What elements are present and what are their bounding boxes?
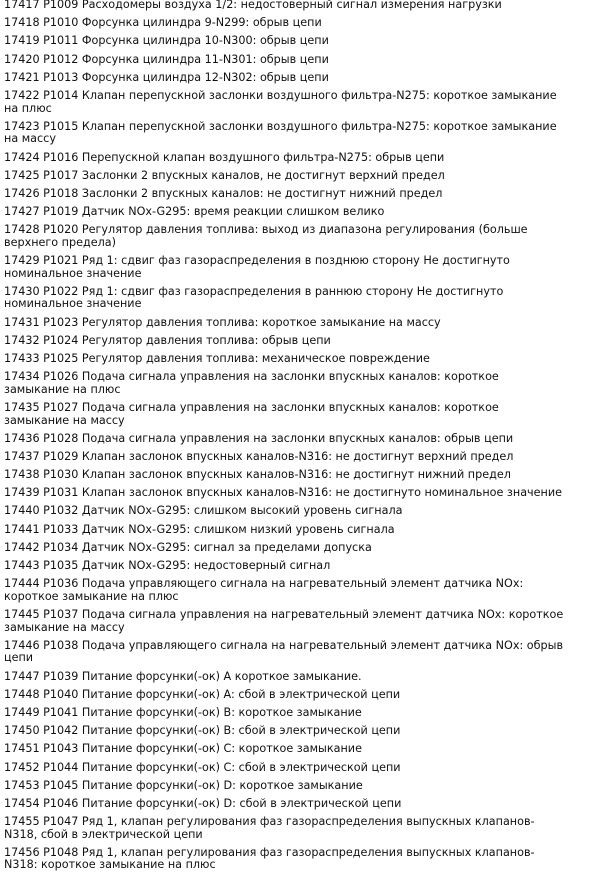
fault-code-entry: 17429 P1021 Ряд 1: сдвиг фаз газораспределения в позднюю сторону Не достигнуто номинальное значение [4,254,510,280]
fault-code-entry: 17426 P1018 Заслонки 2 впускных каналов: не достигнут нижний предел [4,186,443,200]
fault-code-list [4,0,564,878]
fault-code-entry: 17432 P1024 Регулятор давления топлива: обрыв цепи [4,333,331,347]
fault-code-entry: 17435 P1027 Подача сигнала управления на заслонки впускных каналов: короткое замыкание на массу [4,400,499,427]
fault-code-entry: 17454 P1046 Питание форсунки(-ок) D: сбой в электрической цепи [4,796,402,810]
fault-code-entry: 17421 P1013 Форсунка цилиндра 12-N302: обрыв цепи [4,70,329,84]
fault-code-entry: 17453 P1045 Питание форсунки(-ок) D: короткое замыкание [4,778,363,792]
fault-code-entry: 17419 P1011 Форсунка цилиндра 10-N300: обрыв цепи [4,34,329,48]
fault-code-entry: 17423 P1015 Клапан перепускной заслонки воздушного фильтра-N275: короткое замыкание на массу [4,119,557,146]
fault-code-entry: 17431 P1023 Регулятор давления топлива: короткое замыкание на массу [4,315,441,329]
fault-code-entry: 17456 P1048 Ряд 1, клапан регулирования фаз газораспределения выпускных клапанов-N318: короткое замыкание на плюс [4,845,535,872]
fault-code-entry: 17430 P1022 Ряд 1: сдвиг фаз газораспределения в раннюю сторону Не достигнуто номинальное значение [4,284,504,311]
fault-code-entry: 17450 P1042 Питание форсунки(-ок) B: сбой в электрической цепи [4,724,401,738]
fault-code-entry: 17455 P1047 Ряд 1, клапан регулирования фаз газораспределения выпускных клапанов-N318, сбой в электрической цепи [4,815,535,841]
fault-code-entry: 17434 P1026 Подача сигнала управления на заслонки впускных каналов: короткое замыкание на плюс [4,370,499,396]
fault-code-entry: 17449 P1041 Питание форсунки(-ок) B: короткое замыкание [4,705,362,719]
fault-code-entry: 17428 P1020 Регулятор давления топлива: выход из диапазона регулирования (больше верхнего предела) [4,223,528,249]
fault-code-entry: 17420 P1012 Форсунка цилиндра 11-N301: обрыв цепи [4,52,329,66]
fault-code-entry: 17438 P1030 Клапан заслонок впускных каналов-N316: не достигнут нижний предел [4,468,511,482]
fault-code-entry: 17447 P1039 Питание форсунки(-ок) А короткое замыкание. [4,669,362,683]
fault-code-entry: 17446 P1038 Подача управляющего сигнала на нагревательный элемент датчика NOx: обрыв цепи [4,638,564,665]
fault-code-entry: 17452 P1044 Питание форсунки(-ок) C: сбой в электрической цепи [4,760,401,774]
fault-code-entry: 17441 P1033 Датчик NOx-G295: слишком низкий уровень сигнала [4,522,395,536]
fault-code-entry: 17444 P1036 Подача управляющего сигнала на нагревательный элемент датчика NOx: короткое замыкание на плюс [4,577,524,603]
fault-code-entry: 17437 P1029 Клапан заслонок впускных каналов-N316: не достигнут верхний предел [4,449,514,463]
fault-code-entry: 17448 P1040 Питание форсунки(-ок) A: сбой в электрической цепи [4,687,401,701]
fault-code-entry: 17439 P1031 Клапан заслонок впускных каналов-N316: не достигнуто номинальное значение [4,486,563,500]
fault-code-entry: 17427 P1019 Датчик NOx-G295: время реакции слишком велико [4,205,385,219]
fault-code-entry: 17443 P1035 Датчик NOx-G295: недостоверный сигнал [4,559,331,573]
fault-code-entry: 17451 P1043 Питание форсунки(-ок) C: короткое замыкание [4,742,362,756]
fault-code-entry: 17422 P1014 Клапан перепускной заслонки воздушного фильтра-N275: короткое замыкание на плюс [4,88,557,115]
fault-code-entry: 17418 P1010 Форсунка цилиндра 9-N299: обрыв цепи [4,16,322,30]
fault-code-entry: 17424 P1016 Перепускной клапан воздушного фильтра-N275: обрыв цепи [4,150,445,164]
fault-code-entry: 17440 P1032 Датчик NOx-G295: слишком высокий уровень сигнала [4,504,403,518]
fault-code-entry: 17436 P1028 Подача сигнала управления на заслонки впускных каналов: обрыв цепи [4,431,514,445]
fault-code-entry: 17417 P1009 Расходомеры воздуха 1/2: недостоверный сигнал измерения нагрузки [4,0,502,11]
fault-code-entry: 17433 P1025 Регулятор давления топлива: механическое повреждение [4,351,430,365]
fault-code-entry: 17445 P1037 Подача сигнала управления на нагревательный элемент датчика NOx: короткое замыкание на массу [4,608,564,634]
fault-code-entry: 17442 P1034 Датчик NOx-G295: сигнал за пределами допуска [4,540,372,554]
fault-code-entry: 17425 P1017 Заслонки 2 впускных каналов, не достигнут верхний предел [4,168,445,182]
